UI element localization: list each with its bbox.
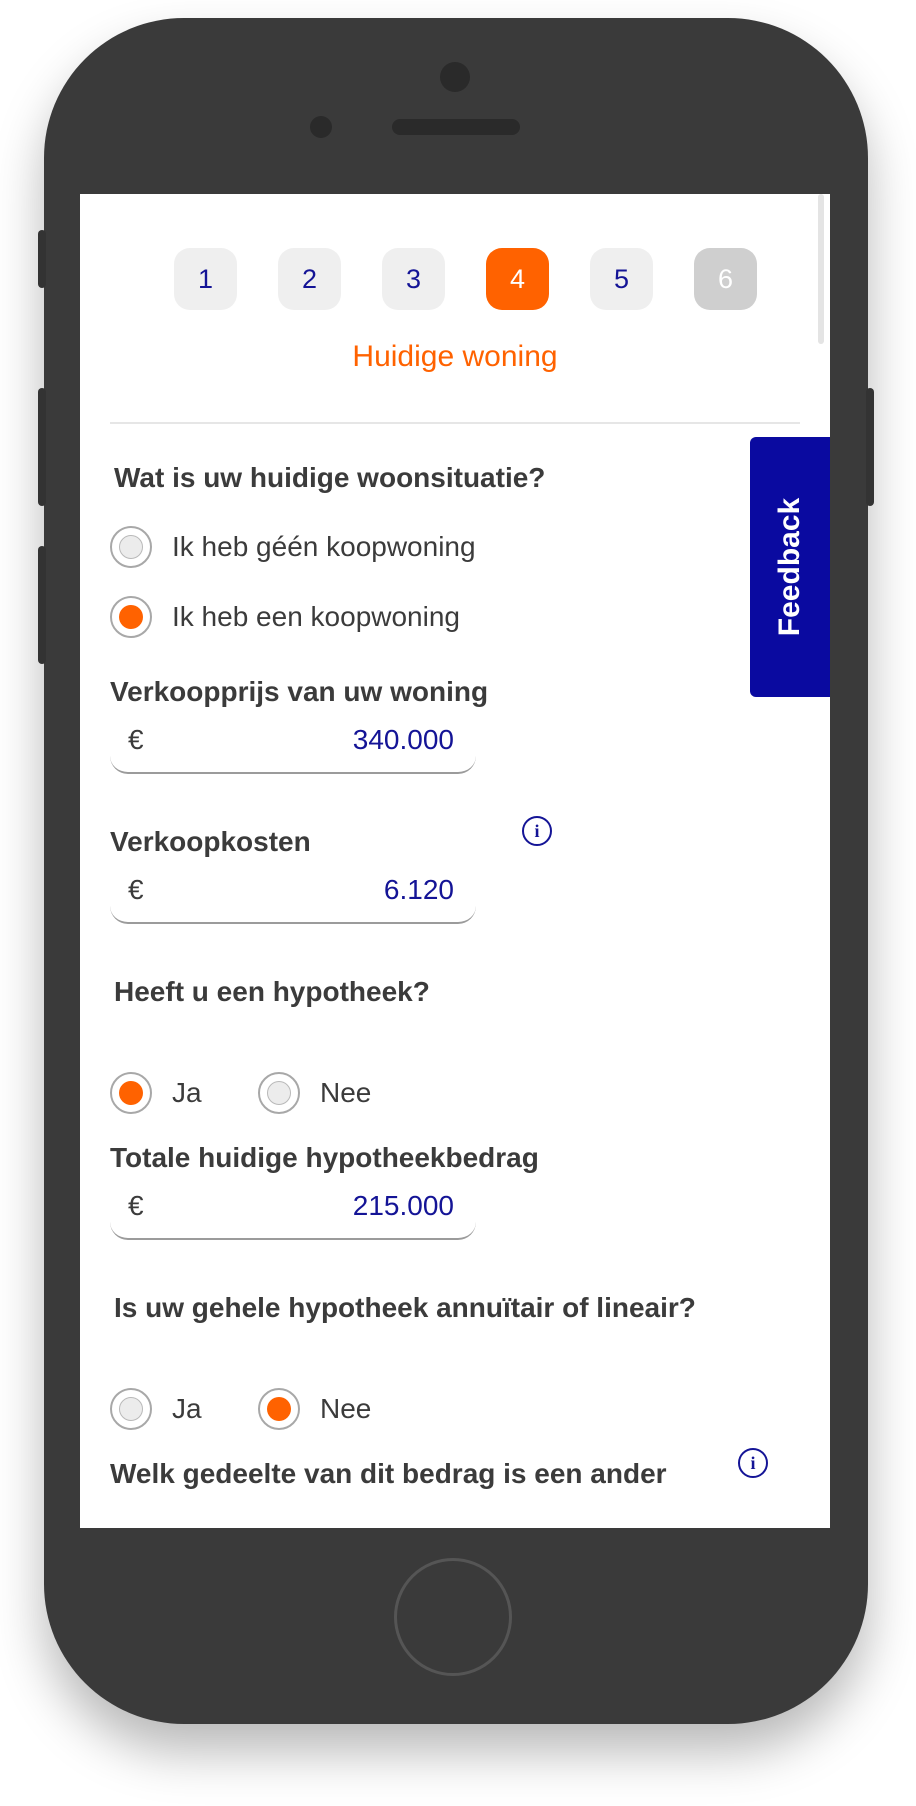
- feedback-label: Feedback: [773, 497, 806, 637]
- sensor-dot: [310, 116, 332, 138]
- step-3[interactable]: 3: [382, 248, 445, 310]
- radio-label: Ja: [172, 1077, 202, 1108]
- label-verkoopprijs: Verkoopprijs van uw woning: [110, 676, 489, 707]
- scrollbar[interactable]: [818, 194, 824, 344]
- radio-circle-checked[interactable]: [110, 596, 152, 638]
- sale-price-value: 340.000: [352, 724, 454, 755]
- volume-down-button: [38, 546, 46, 664]
- radio-label: Ik heb géén koopwoning: [172, 531, 476, 562]
- radio-annuitair-ja[interactable]: [110, 1388, 202, 1430]
- sale-price-input[interactable]: [110, 716, 476, 774]
- label-verkoopkosten: Verkoopkosten: [110, 826, 311, 857]
- stepper: [174, 248, 757, 310]
- info-icon[interactable]: i: [522, 816, 552, 846]
- radio-label: Nee: [320, 1393, 372, 1424]
- question-annuitair: Is uw gehele hypotheek annuïtair of lineair?: [114, 1292, 696, 1323]
- question-woonsituatie: Wat is uw huidige woonsituatie?: [114, 462, 546, 493]
- divider: [110, 422, 800, 424]
- currency-symbol: €: [128, 874, 144, 905]
- radio-label: Ja: [172, 1393, 202, 1424]
- step-4-active[interactable]: 4: [486, 248, 549, 310]
- currency-symbol: €: [128, 724, 144, 755]
- radio-hypotheek-ja[interactable]: [110, 1072, 202, 1114]
- home-button: [394, 1558, 512, 1676]
- label-hypotheekbedrag: Totale huidige hypotheekbedrag: [110, 1142, 539, 1173]
- mortgage-total-input[interactable]: [110, 1182, 476, 1240]
- radio-label: Ik heb een koopwoning: [172, 601, 460, 632]
- radio-annuitair-nee[interactable]: [258, 1388, 371, 1430]
- step-6-disabled: 6: [694, 248, 757, 310]
- radio-circle-checked[interactable]: [258, 1388, 300, 1430]
- radio-circle[interactable]: [110, 526, 152, 568]
- radio-circle[interactable]: [110, 1388, 152, 1430]
- radio-koopwoning[interactable]: [110, 596, 460, 638]
- earpiece-speaker: [392, 119, 520, 135]
- info-icon[interactable]: i: [738, 1448, 768, 1478]
- radio-circle[interactable]: [258, 1072, 300, 1114]
- sale-costs-value: 6.120: [383, 874, 454, 905]
- mute-switch: [38, 230, 46, 288]
- radio-label: Nee: [320, 1077, 372, 1108]
- radio-hypotheek-nee[interactable]: [258, 1072, 371, 1114]
- phone-screen: [80, 194, 830, 1528]
- question-hypotheek: Heeft u een hypotheek?: [114, 976, 430, 1007]
- mortgage-total-value: 215.000: [352, 1190, 454, 1221]
- power-button: [866, 388, 874, 506]
- radio-geen-koopwoning[interactable]: [110, 526, 476, 568]
- volume-up-button: [38, 388, 46, 506]
- front-camera: [440, 62, 470, 92]
- step-title: Huidige woning: [352, 340, 558, 373]
- question-ander-gedeelte: Welk gedeelte van dit bedrag is een ander: [110, 1458, 667, 1489]
- radio-circle-checked[interactable]: [110, 1072, 152, 1114]
- sale-costs-input[interactable]: [110, 866, 476, 924]
- step-1[interactable]: 1: [174, 248, 237, 310]
- step-5[interactable]: 5: [590, 248, 653, 310]
- feedback-tab[interactable]: [750, 437, 830, 697]
- currency-symbol: €: [128, 1190, 144, 1221]
- step-2[interactable]: 2: [278, 248, 341, 310]
